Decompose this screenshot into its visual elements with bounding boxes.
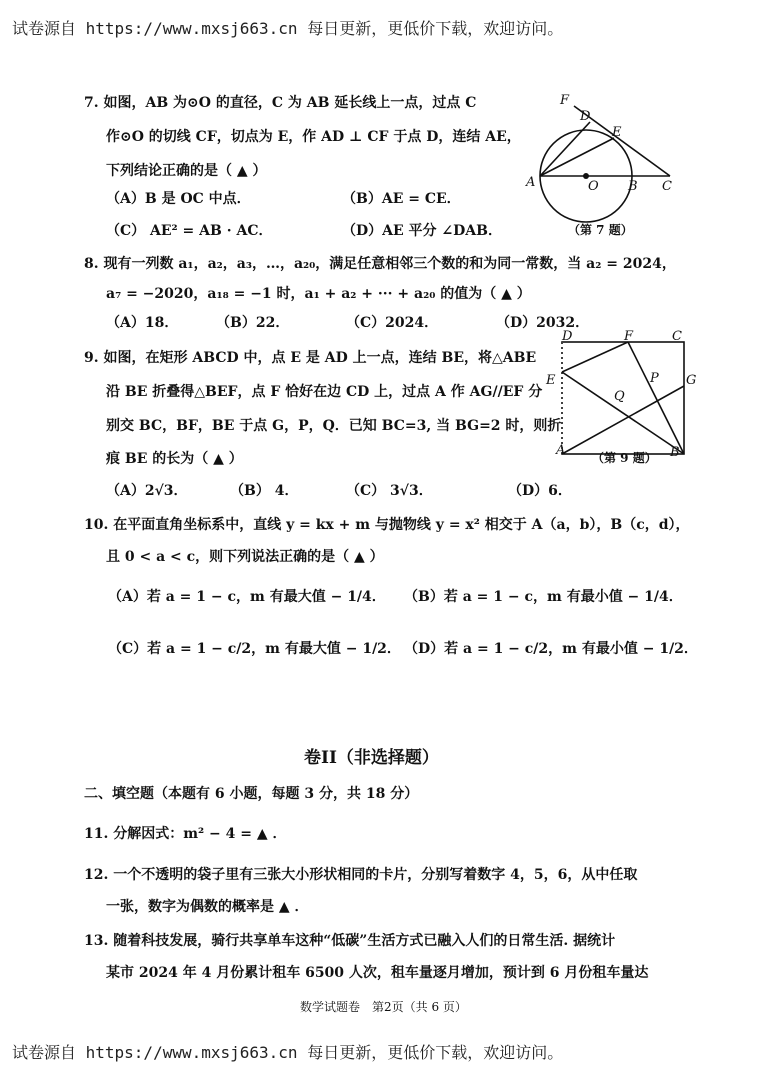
section2-heading: 二、填空题（本题有 6 小题，每题 3 分，共 18 分） <box>84 786 419 802</box>
q7-line1: 7. 如图，AB 为⊙O 的直径，C 为 AB 延长线上一点，过点 C <box>84 95 477 111</box>
q13-line1: 13. 随着科技发展，骑行共享单车这种“低碳”生活方式已融入人们的日常生活. 据统计 <box>84 933 616 949</box>
label-f: F <box>624 329 634 344</box>
q11-text: 11. 分解因式：m² − 4 = ▲ ． <box>84 826 287 842</box>
q9-line3: 别交 BC，BF，BE 于点 G，P，Q．已知 BC=3, 当 BG=2 时，则折 <box>106 418 562 434</box>
q7-figure <box>520 88 690 243</box>
q9-option-d: （D）6． <box>508 483 572 499</box>
q9-option-c: （C） 3√3． <box>346 483 433 499</box>
label-a: A <box>556 443 566 458</box>
q8-line2: a₇ = −2020，a₁₈ = −1 时，a₁ + a₂ + ··· + a₂₀ 的值为（ ▲ ） <box>106 286 531 302</box>
q12-line1: 12. 一个不透明的袋子里有三张大小形状相同的卡片，分别写着数字 4，5，6，从中任取 <box>84 867 638 883</box>
label-a: A <box>526 175 536 190</box>
label-f: F <box>560 93 570 108</box>
q10-option-d: （D）若 a = 1 − c/2，m 有最小值 − 1/2． <box>404 641 698 657</box>
q12-line2: 一张，数字为偶数的概率是 ▲ ． <box>106 899 309 915</box>
label-c: C <box>662 179 672 194</box>
q10-line2: 且 0 < a < c，则下列说法正确的是（ ▲ ） <box>106 549 384 565</box>
q8-line1: 8. 现有一列数 a₁，a₂，a₃，…，a₂₀，满足任意相邻三个数的和为同一常数，当 a₂ = 2024， <box>84 256 676 272</box>
label-b: B <box>670 445 680 460</box>
q7-option-c: （C） AE² = AB · AC． <box>106 223 273 239</box>
q13-line2: 某市 2024 年 4 月份累计租车 6500 人次，租车量逐月增加，预计到 6 月份租车量达 <box>106 965 649 981</box>
label-q: Q <box>614 389 625 404</box>
q10-option-b: （B）若 a = 1 − c，m 有最小值 − 1/4． <box>404 589 683 605</box>
q7-caption: （第 7 题） <box>568 223 633 237</box>
q9-option-b: （B） 4． <box>230 483 299 499</box>
label-d: D <box>562 329 573 344</box>
line-fb <box>628 342 684 454</box>
q7-line2: 作⊙O 的切线 CF，切点为 E，作 AD ⊥ CF 于点 D，连结 AE， <box>106 129 521 145</box>
q7-option-b: （B）AE = CE． <box>342 191 461 207</box>
line-ef <box>562 342 628 372</box>
q9-caption: （第 9 题） <box>592 451 657 465</box>
q9-figure <box>540 328 700 468</box>
line-ae <box>540 138 614 176</box>
page-bottom-header: 试卷源自 https://www.mxsj663.cn 每日更新，更低价下载，欢迎访问。 <box>12 1043 564 1062</box>
label-b: B <box>628 179 638 194</box>
q8-option-b: （B）22． <box>216 315 290 331</box>
q9-line4: 痕 BE 的长为（ ▲ ） <box>106 451 243 467</box>
q7-option-d: （D）AE 平分 ∠DAB． <box>342 223 502 239</box>
q9-option-a: （A）2√3． <box>106 483 188 499</box>
label-c: C <box>672 329 682 344</box>
label-e: E <box>612 125 622 140</box>
q8-option-d: （D）2032． <box>496 315 590 331</box>
q10-option-c: （C）若 a = 1 − c/2，m 有最大值 − 1/2． <box>108 641 401 657</box>
label-o: O <box>588 179 599 194</box>
label-e: E <box>546 373 556 388</box>
q8-option-c: （C）2024． <box>346 315 439 331</box>
label-g: G <box>686 373 697 388</box>
q10-option-a: （A）若 a = 1 − c，m 有最大值 − 1/4． <box>108 589 386 605</box>
line-ad <box>540 122 590 176</box>
q9-line1: 9. 如图，在矩形 ABCD 中，点 E 是 AD 上一点，连结 BE，将△ABE <box>84 350 537 366</box>
section2-title: 卷II（非选择题） <box>304 748 439 768</box>
label-d: D <box>580 109 591 124</box>
q7-line3: 下列结论正确的是（ ▲ ） <box>106 163 267 179</box>
q10-line1: 10. 在平面直角坐标系中，直线 y = kx + m 与抛物线 y = x² 相交于 A（a，b），B（c，d）， <box>84 517 690 533</box>
page-footer: 数学试题卷 第2页（共 6 页） <box>300 1000 467 1014</box>
line-eb <box>562 372 684 454</box>
q7-option-a: （A）B 是 OC 中点． <box>106 191 251 207</box>
q9-line2: 沿 BE 折叠得△BEF，点 F 恰好在边 CD 上，过点 A 作 AG//EF 分 <box>106 384 543 400</box>
q8-option-a: （A）18． <box>106 315 179 331</box>
label-p: P <box>650 371 659 386</box>
page-header: 试卷源自 https://www.mxsj663.cn 每日更新，更低价下载，欢迎访问。 <box>12 19 564 38</box>
